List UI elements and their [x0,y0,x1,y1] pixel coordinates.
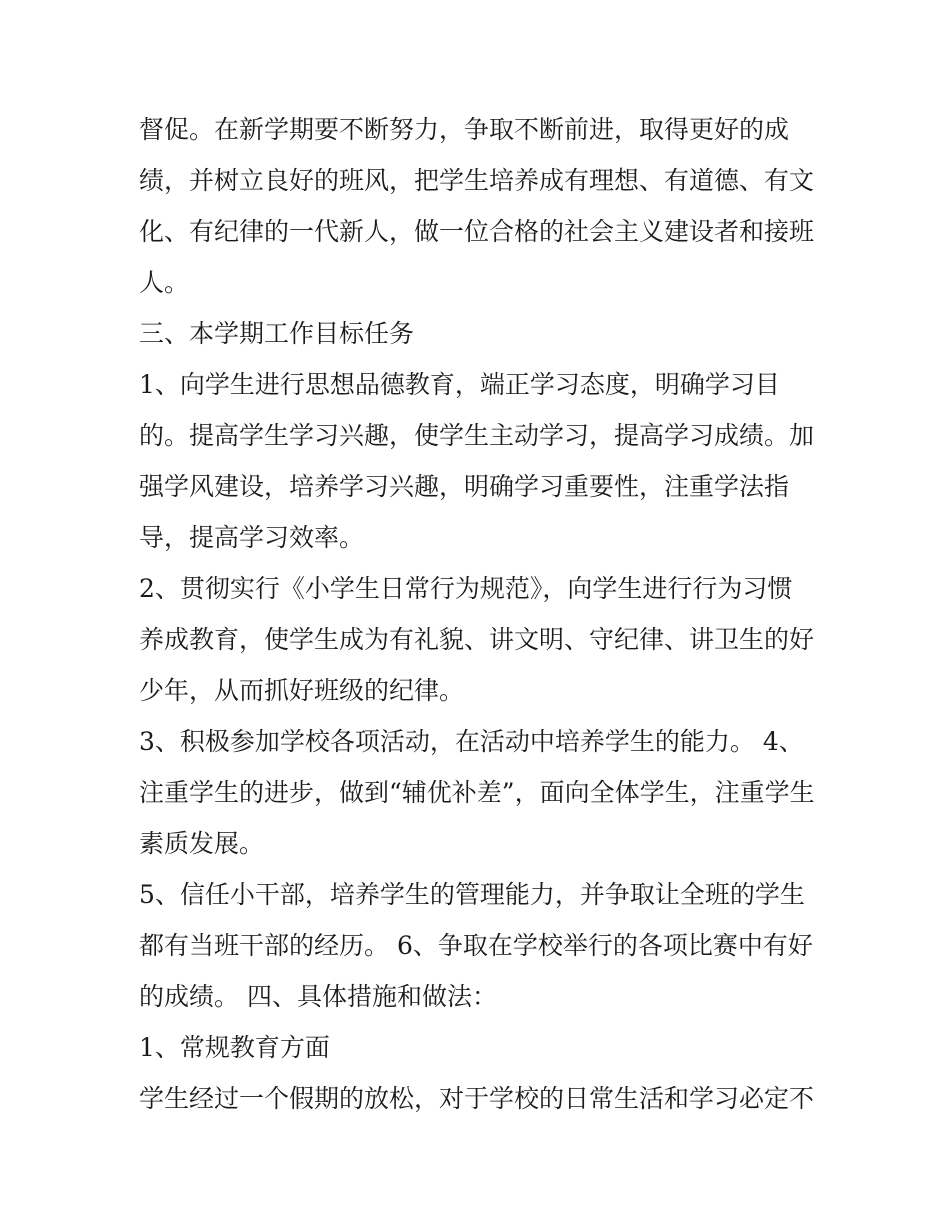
text-line: 注重学生的进步，做到“辅优补差”，面向全体学生，注重学生 [139,778,815,807]
text-line: 化、有纪律的一代新人，做一位合格的社会主义建设者和接班 [139,217,815,246]
text-line: 少年，从而抓好班级的纪律。 [139,676,465,705]
text-line: 养成教育，使学生成为有礼貌、讲文明、守纪律、讲卫生的好 [139,625,815,654]
text-line: 2、贯彻实行《小学生日常行为规范》，向学生进行行为习惯 [139,574,793,603]
text-line: 的。提高学生学习兴趣，使学生主动学习，提高学习成绩。加 [139,421,815,450]
document-body [139,104,819,1124]
text-line: 的成绩。 四、具体措施和做法： [139,982,497,1011]
text-line: 学生经过一个假期的放松，对于学校的日常生活和学习必定不 [139,1084,815,1113]
section-heading: 三、本学期工作目标任务 [139,319,415,348]
text-line: 3、积极参加学校各项活动，在活动中培养学生的能力。 4、 [139,727,804,756]
text-line: 督促。在新学期要不断努力，争取不断前进，取得更好的成 [139,115,790,144]
text-line: 1、向学生进行思想品德教育，端正学习态度，明确学习目 [139,370,780,399]
text-line: 素质发展。 [139,829,265,858]
subsection-heading: 1、常规教育方面 [139,1033,330,1062]
text-line: 强学风建设，培养学习兴趣，明确学习重要性，注重学法指 [139,472,790,501]
text-line: 5、信任小干部，培养学生的管理能力，并争取让全班的学生 [139,880,805,909]
text-line: 人。 [139,268,190,297]
text-line: 绩，并树立良好的班风，把学生培养成有理想、有道德、有文 [139,166,815,195]
text-line: 导，提高学习效率。 [139,523,365,552]
text-line: 都有当班干部的经历。 6、争取在学校举行的各项比赛中有好 [139,931,813,960]
